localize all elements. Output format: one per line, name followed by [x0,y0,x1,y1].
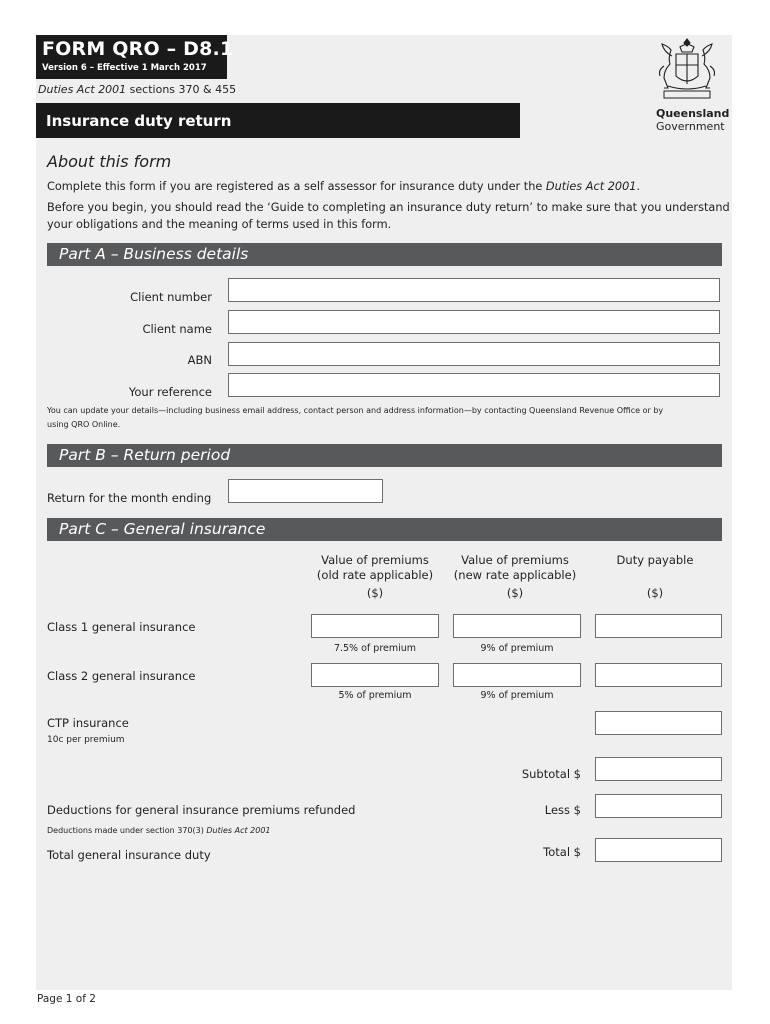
old-rate-header-line-1: Value of premiums [321,553,429,567]
subtotal-input[interactable] [595,757,722,781]
client-name-label: Client name [142,322,212,336]
class-2-duty-input[interactable] [595,663,722,687]
class-1-new-rate-note: 9% of premium [480,643,554,654]
client-name-input[interactable] [228,310,720,334]
class-1-duty-input[interactable] [595,614,722,638]
duty-payable-column-header [590,553,720,601]
deductions-note-text: Deductions made under section 370(3) [47,826,207,835]
ctp-duty-input[interactable] [595,711,722,735]
about-paragraph-1 [47,180,640,193]
client-number-label: Client number [130,290,212,304]
less-label: Less $ [544,803,581,817]
old-rate-currency: ($) [366,586,384,600]
duties-act-sections: sections 370 & 455 [126,83,237,96]
class-2-new-rate-note: 9% of premium [480,690,554,701]
update-details-note-line-2: using QRO Online. [47,420,121,429]
new-rate-column-header [445,553,585,601]
about-paragraph-2-line-2: your obligations and the meaning of terms used in this form. [47,218,392,231]
class-1-new-rate-input[interactable] [453,614,581,638]
class-1-old-rate-note: 7.5% of premium [333,643,417,654]
class-2-old-rate-note: 5% of premium [338,690,412,701]
total-duty-input[interactable] [595,838,722,862]
form-title-bar [36,103,520,138]
update-details-note-line-1: You can update your details—including business email address, contact person and address information—by contacting Queensland Revenue Office or by [47,406,664,415]
class-2-new-rate-input[interactable] [453,663,581,687]
subtotal-label: Subtotal $ [521,767,581,781]
deductions-label: Deductions for general insurance premiums refunded [47,803,356,817]
old-rate-header-line-2: (old rate applicable) [316,568,434,582]
duties-act-reference [38,83,236,96]
part-a-header [47,243,722,266]
form-version: Version 6 – Effective 1 March 2017 [42,63,207,73]
your-reference-label: Your reference [128,385,212,399]
ctp-note: 10c per premium [47,735,125,745]
abn-label: ABN [187,353,212,367]
about-para1-text: Complete this form if you are registered as a self assessor for insurance duty under the [47,180,546,193]
client-number-input[interactable] [228,278,720,302]
month-ending-label: Return for the month ending [47,491,212,505]
abn-input[interactable] [228,342,720,366]
about-para1-act: Duties Act 2001 [545,180,637,193]
about-heading: About this form [47,152,172,171]
deductions-note [47,826,271,835]
total-label: Total $ [543,845,581,859]
duty-payable-currency: ($) [646,586,664,600]
part-c-heading: Part C – General insurance [59,520,266,538]
new-rate-header-line-1: Value of premiums [461,553,569,567]
form-id-block [36,35,234,79]
duties-act-name: Duties Act 2001 [38,83,127,96]
new-rate-header-line-2: (new rate applicable) [453,568,577,582]
page-number: Page 1 of 2 [37,993,96,1005]
total-duty-label: Total general insurance duty [47,848,211,862]
class-2-old-rate-input[interactable] [311,663,439,687]
ctp-label: CTP insurance [47,716,129,730]
deductions-note-act: Duties Act 2001 [206,826,271,835]
old-rate-column-header [305,553,445,601]
part-a-heading: Part A – Business details [59,245,249,263]
new-rate-currency: ($) [506,586,524,600]
class-1-old-rate-input[interactable] [311,614,439,638]
government-label: Government [656,120,725,133]
class-1-label: Class 1 general insurance [47,620,196,634]
part-b-header [47,444,722,467]
part-b-heading: Part B – Return period [59,446,231,464]
about-paragraph-2-line-1: Before you begin, you should read the ‘Guide to completing an insurance duty return’ to make sure that you understand [47,201,730,214]
month-ending-input[interactable] [228,479,383,503]
form-title: Insurance duty return [46,112,232,130]
queensland-crest-icon [650,36,724,102]
part-c-header [47,518,722,541]
government-name: Queensland [656,107,730,120]
deductions-input[interactable] [595,794,722,818]
about-para1-end: . [636,180,641,193]
class-2-label: Class 2 general insurance [47,669,196,683]
duty-payable-header: Duty payable [616,553,694,567]
form-code: FORM QRO – D8.1 [42,38,234,60]
your-reference-input[interactable] [228,373,720,397]
